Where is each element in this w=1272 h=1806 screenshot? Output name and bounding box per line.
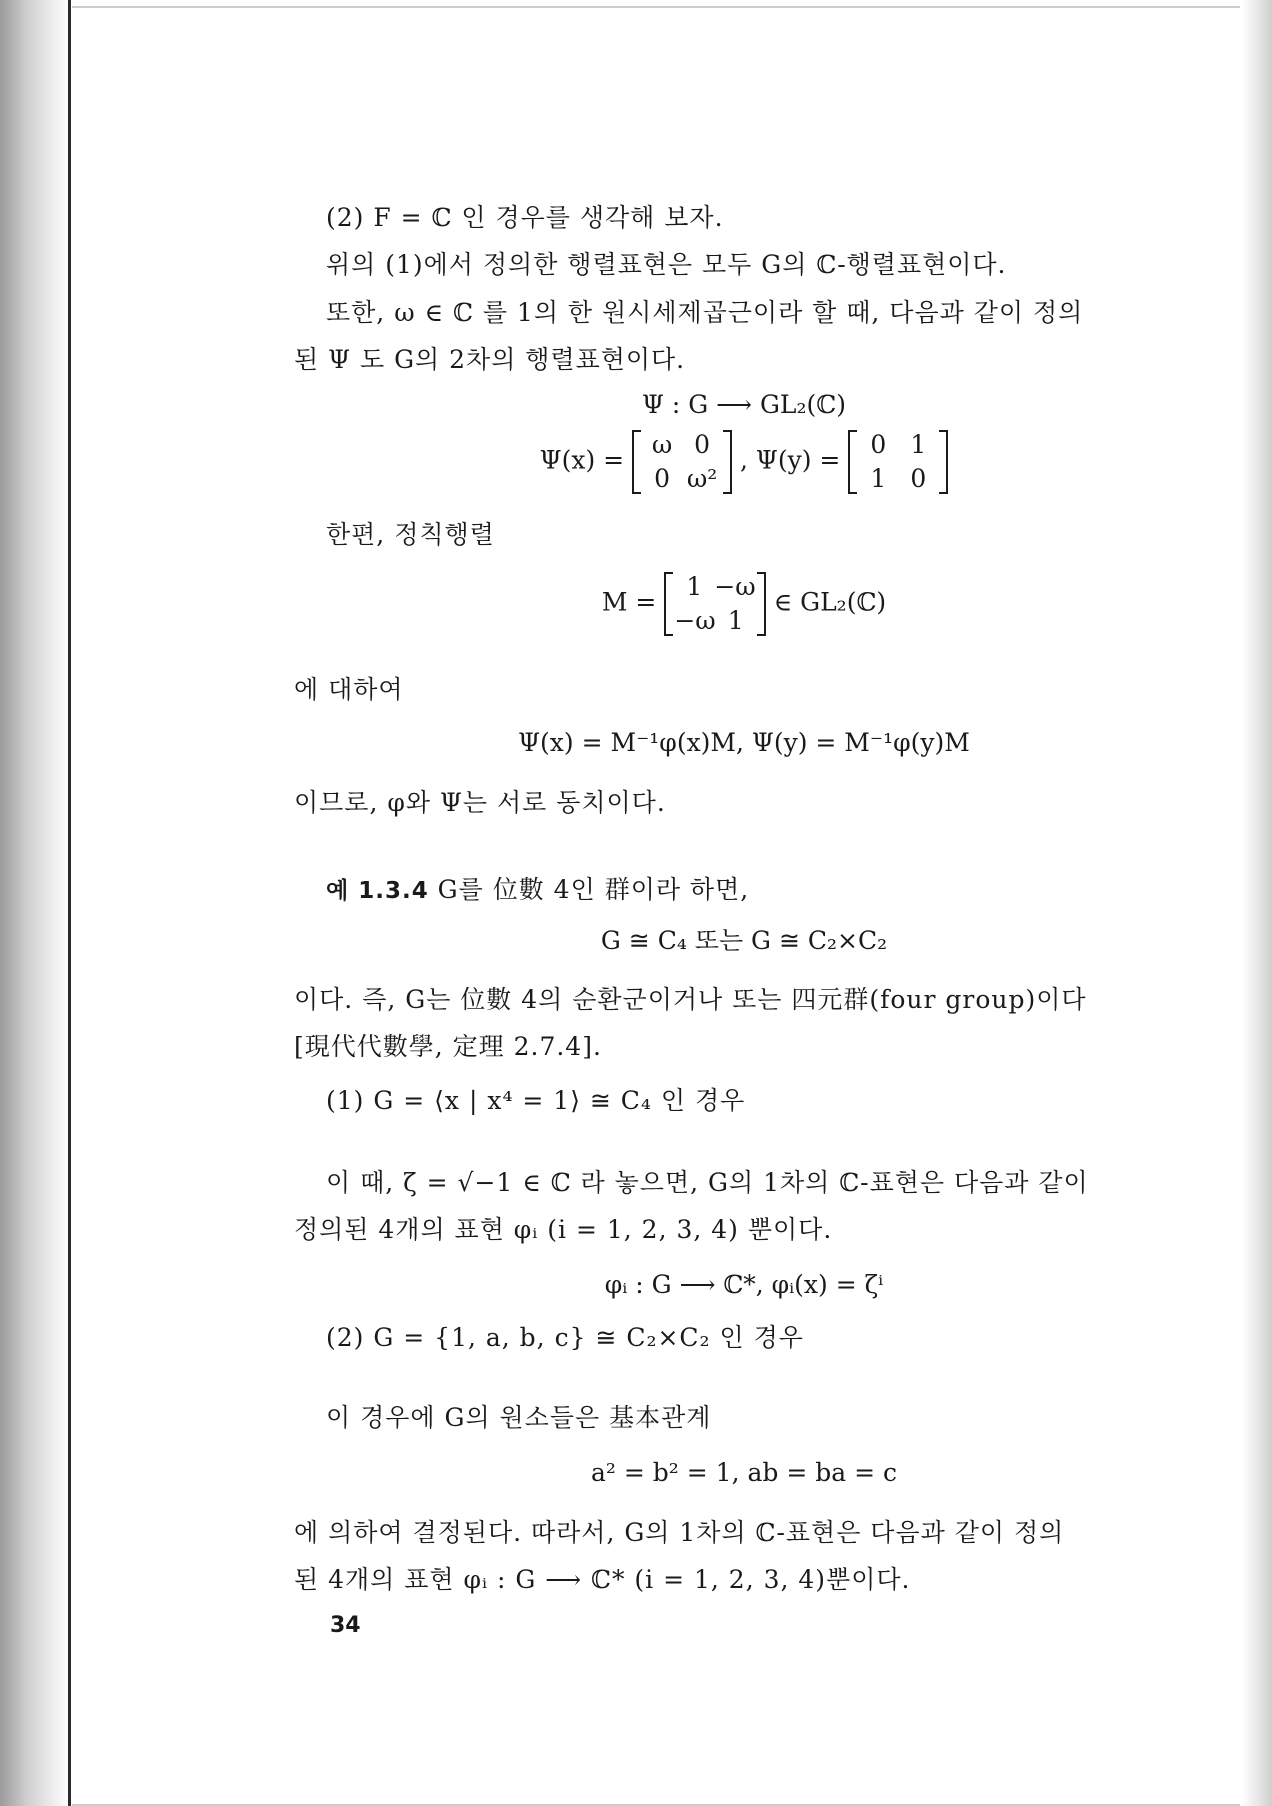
case-1-heading: (1) G = ⟨x | x⁴ = 1⟩ ≅ C₄ 인 경우 <box>326 1086 746 1115</box>
matrix-cell: 0 <box>870 430 887 459</box>
paragraph-line: 이 때, ζ = √−1 ∈ ℂ 라 놓으면, G의 1차의 ℂ-표현은 다음과 같이 <box>326 1168 1089 1197</box>
paragraph-line: 된 4개의 표현 φᵢ : G ⟶ ℂ* (i = 1, 2, 3, 4)뿐이다. <box>294 1565 911 1594</box>
page-number: 34 <box>330 1613 361 1638</box>
paragraph-line: 된 Ψ 도 G의 2차의 행렬표현이다. <box>294 345 686 374</box>
matrix-cell: ω² <box>686 464 718 493</box>
paragraph-line: 이므로, φ와 Ψ는 서로 동치이다. <box>294 788 666 817</box>
equation-relations: a² = b² = 1, ab = ba = c <box>591 1458 897 1487</box>
matrix-cell: 0 <box>694 430 711 459</box>
equation-text: , Ψ(y) = <box>740 445 841 475</box>
equation-matrix-m <box>294 570 1194 638</box>
example-text: G를 位數 4인 群이라 하면, <box>437 875 750 904</box>
paragraph-line: 정의된 4개의 표현 φᵢ (i = 1, 2, 3, 4) 뿐이다. <box>294 1215 833 1244</box>
matrix-cell: 1 <box>686 572 703 601</box>
equation-psi-matrices <box>294 428 1194 496</box>
paragraph-line: 에 의하여 결정된다. 따라서, G의 1차의 ℂ-표현은 다음과 같이 정의 <box>294 1518 1065 1547</box>
equation-phi-i: φᵢ : G ⟶ ℂ*, φᵢ(x) = ζⁱ <box>604 1270 884 1299</box>
paragraph-line: 이다. 즉, G는 位數 4의 순환군이거나 또는 四元群(four group)이다 <box>294 985 1087 1014</box>
example-heading <box>326 873 749 908</box>
example-label: 예 1.3.4 <box>326 878 429 904</box>
equation-psi-map: Ψ : G ⟶ GL₂(ℂ) <box>642 390 846 419</box>
book-spine-edge <box>68 0 71 1806</box>
equation-text: ∈ GL₂(ℂ) <box>773 587 887 617</box>
paragraph-line: 위의 (1)에서 정의한 행렬표현은 모두 G의 ℂ-행렬표현이다. <box>326 250 1007 279</box>
matrix-psi-x <box>632 428 732 496</box>
book-page <box>72 6 1240 1806</box>
equation-isomorphism: G ≅ C₄ 또는 G ≅ C₂×C₂ <box>600 926 888 955</box>
case-2-heading: (2) F = ℂ 인 경우를 생각해 보자. <box>326 203 724 232</box>
matrix-cell: 1 <box>910 430 927 459</box>
matrix-cell: 0 <box>654 464 671 493</box>
paragraph-line: 한편, 정칙행렬 <box>326 520 495 549</box>
equation-text: Ψ(x) = <box>539 445 625 475</box>
matrix-m <box>664 570 765 638</box>
paragraph-line: 또한, ω ∈ ℂ 를 1의 한 원시세제곱근이라 할 때, 다음과 같이 정의 <box>326 298 1084 327</box>
matrix-cell: −ω <box>714 572 756 601</box>
matrix-cell: −ω <box>674 606 716 635</box>
matrix-cell: ω <box>651 430 673 459</box>
matrix-cell: 0 <box>910 464 927 493</box>
matrix-cell: 1 <box>870 464 887 493</box>
matrix-cell: 1 <box>727 606 744 635</box>
paragraph-line: 에 대하여 <box>294 675 404 704</box>
book-spine-shadow <box>0 0 68 1806</box>
paragraph-line: 이 경우에 G의 원소들은 基本관계 <box>326 1403 712 1432</box>
page-edge-shadow <box>1242 0 1272 1806</box>
equation-text: M = <box>601 587 657 617</box>
paragraph-line: [現代代數學, 定理 2.7.4]. <box>294 1032 602 1061</box>
equation-conjugation: Ψ(x) = M⁻¹φ(x)M, Ψ(y) = M⁻¹φ(y)M <box>518 728 970 757</box>
case-2-heading: (2) G = {1, a, b, c} ≅ C₂×C₂ 인 경우 <box>326 1323 804 1352</box>
matrix-psi-y <box>848 428 948 496</box>
